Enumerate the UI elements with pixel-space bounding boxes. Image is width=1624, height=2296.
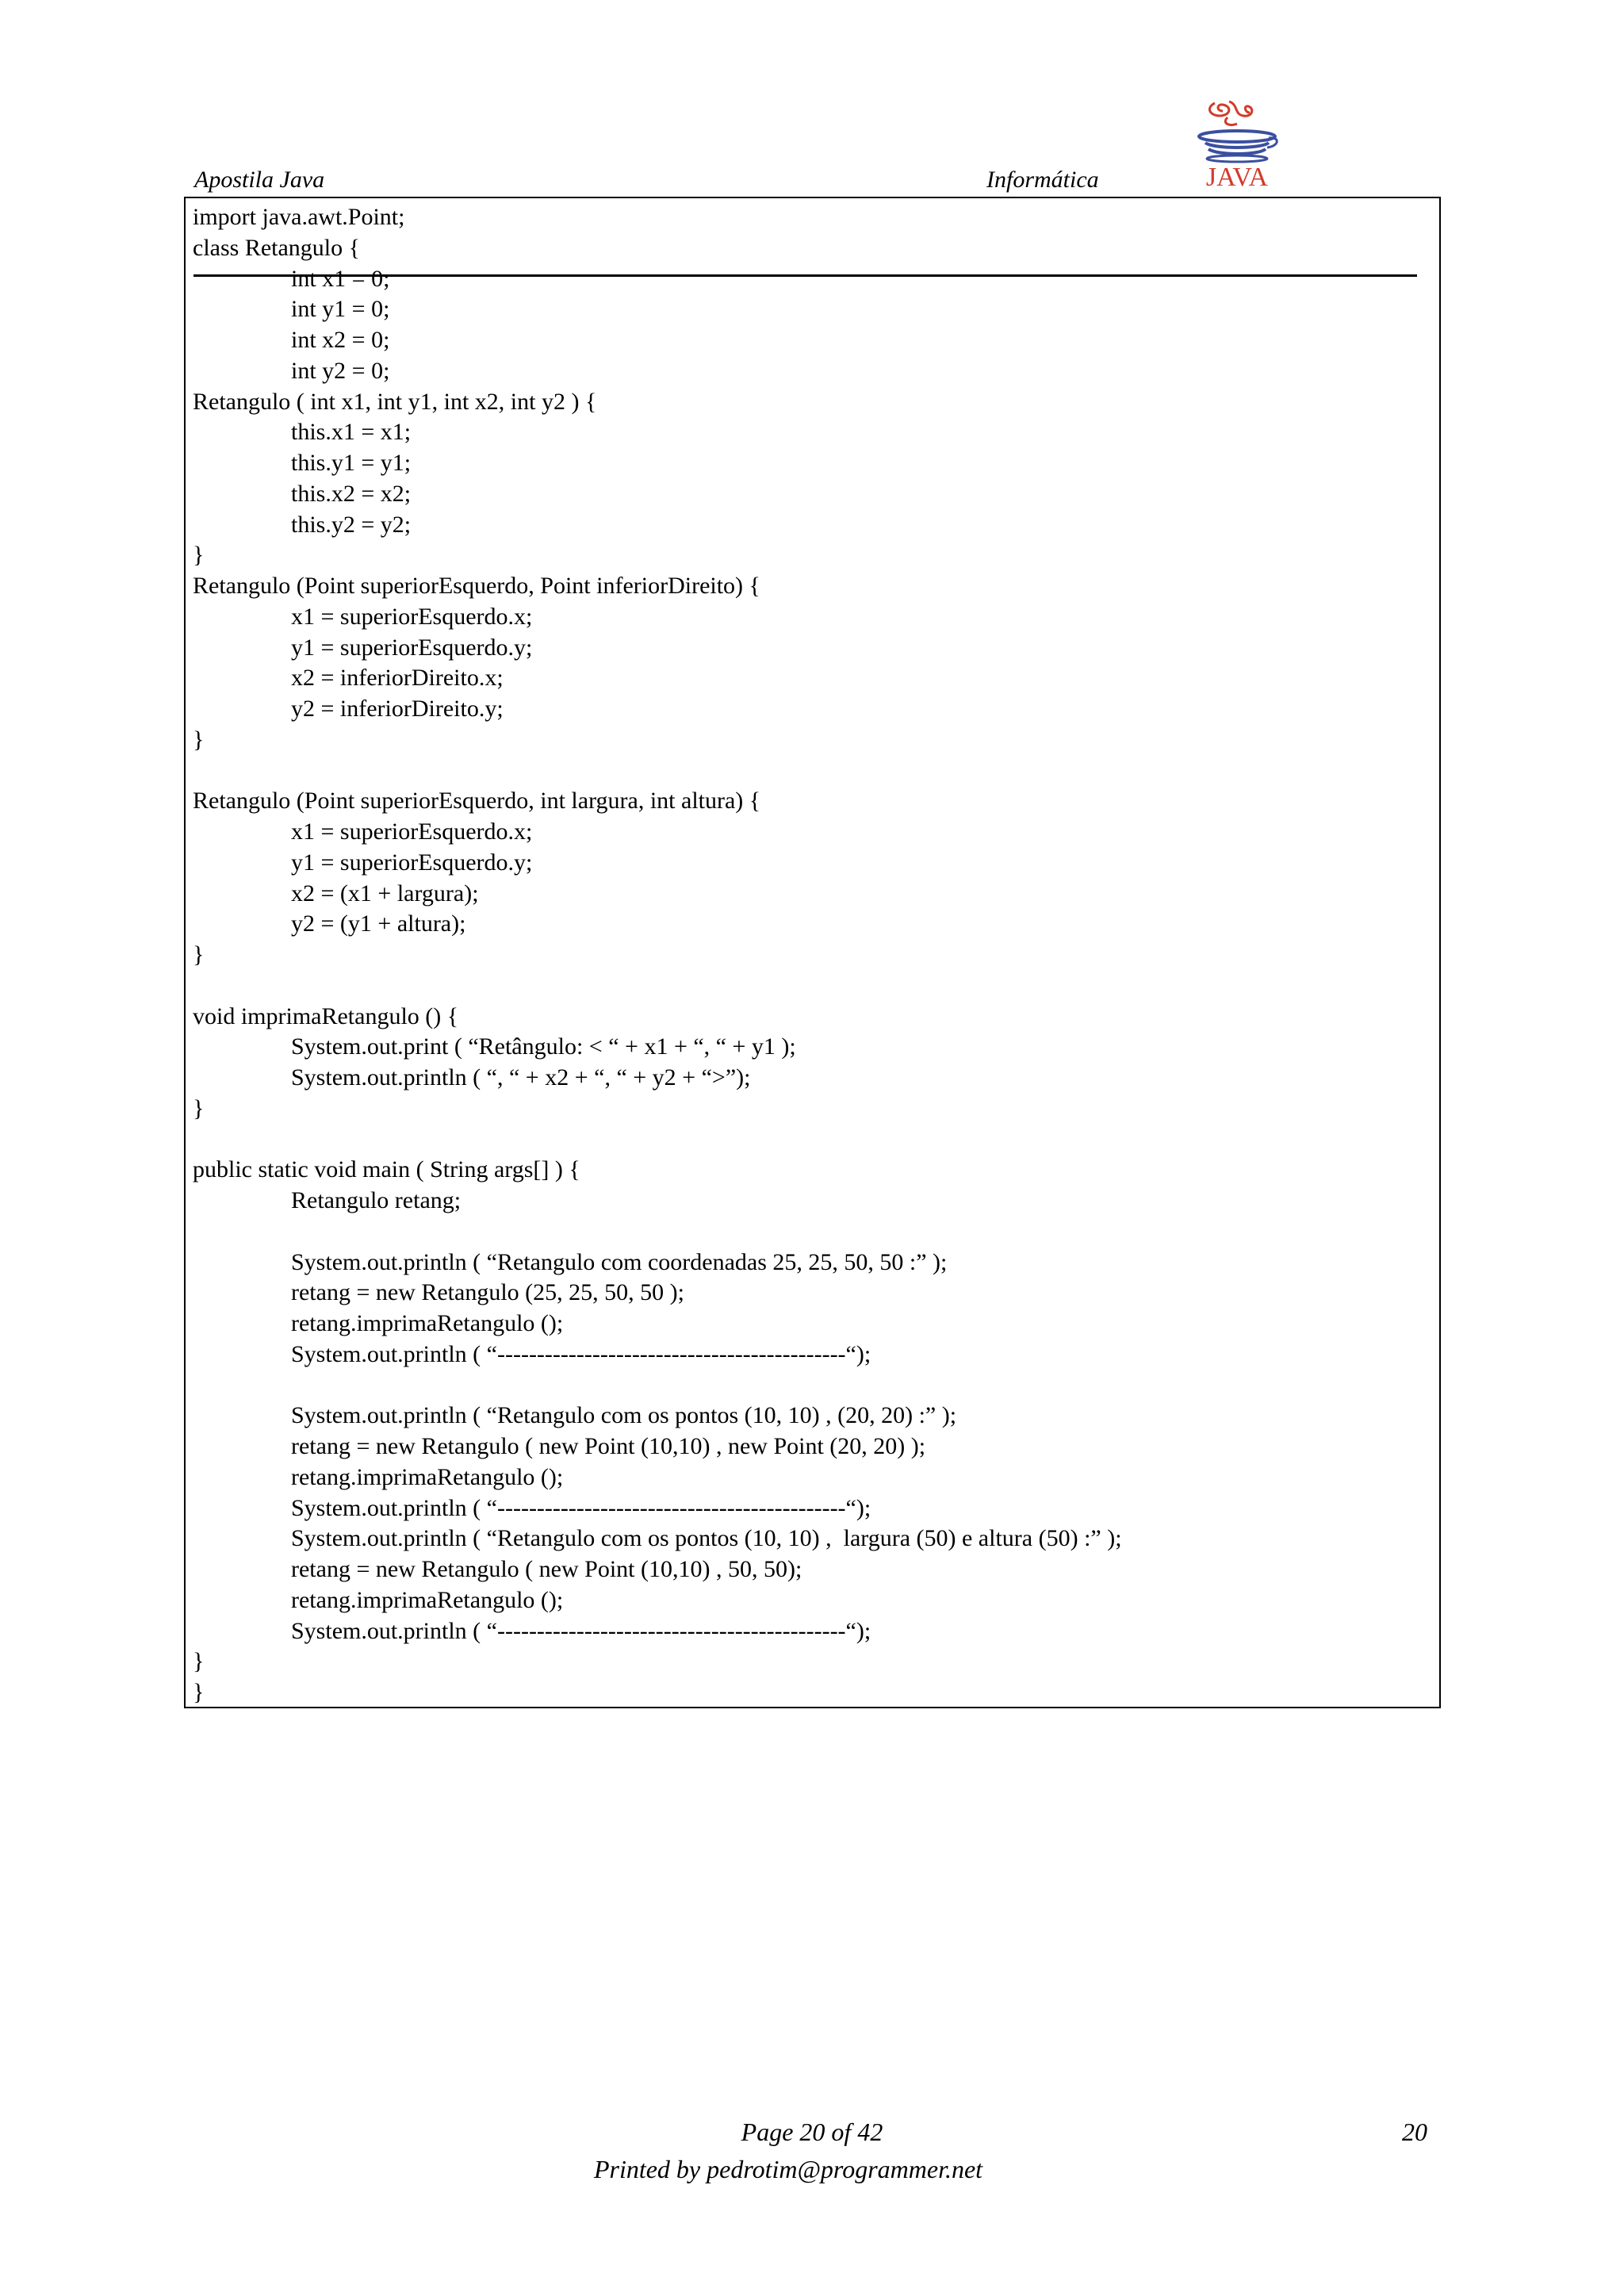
code-listing: [193, 202, 1122, 1708]
code-line: this.y2 = y2;: [291, 511, 412, 538]
printed-by: Printed by pedrotim@programmer.net: [593, 2155, 983, 2183]
page-count: Page 20 of 42: [741, 2118, 883, 2146]
code-line: import java.awt.Point;: [193, 204, 405, 230]
code-line: public static void main ( String args[] ) {: [193, 1156, 580, 1183]
code-line: }: [193, 542, 205, 569]
code-line: int y1 = 0;: [291, 296, 390, 323]
code-line: int x2 = 0;: [291, 327, 390, 353]
code-line: this.x1 = x1;: [291, 419, 412, 446]
code-line: }: [193, 726, 205, 753]
page-number: 20: [1402, 2118, 1427, 2146]
code-line: retang.imprimaRetangulo ();: [291, 1463, 564, 1490]
code-line: retang.imprimaRetangulo ();: [291, 1586, 564, 1613]
code-line: System.out.println ( “, “ + x2 + “, “ + y2 + “>”);: [291, 1064, 751, 1091]
code-line: [193, 756, 1122, 787]
code-line: [193, 971, 1122, 1002]
code-line: System.out.println ( “Retangulo com os pontos (10, 10) , largura (50) e altura (50) :” );: [291, 1525, 1122, 1552]
code-line: y1 = superiorEsquerdo.y;: [291, 849, 533, 876]
code-line: void imprimaRetangulo () {: [193, 1002, 459, 1029]
code-line: x2 = inferiorDireito.x;: [291, 665, 504, 692]
code-line: Retangulo retang;: [291, 1187, 462, 1213]
code-line: x2 = (x1 + largura);: [291, 880, 479, 907]
code-line: }: [193, 1679, 205, 1705]
java-logo: [1182, 97, 1293, 190]
code-line: Retangulo (Point superiorEsquerdo, int largura, int altura) {: [193, 788, 761, 815]
code-line: retang.imprimaRetangulo ();: [291, 1310, 564, 1336]
code-line: x1 = superiorEsquerdo.x;: [291, 818, 533, 845]
code-line: y2 = inferiorDireito.y;: [291, 696, 504, 722]
code-line: class Retangulo {: [193, 234, 361, 261]
code-line: this.x2 = x2;: [291, 480, 412, 507]
code-line: }: [193, 1648, 205, 1675]
code-line: System.out.println ( “Retangulo com os pontos (10, 10) , (20, 20) :” );: [291, 1402, 957, 1429]
code-line: System.out.println ( “--------------------------------------------“);: [291, 1617, 871, 1644]
code-line: System.out.println ( “Retangulo com coordenadas 25, 25, 50, 50 :” );: [291, 1248, 948, 1275]
code-line: retang = new Retangulo ( new Point (10,10) , new Point (20, 20) );: [291, 1433, 926, 1459]
code-line: [193, 1217, 1122, 1248]
code-line: Retangulo (Point superiorEsquerdo, Point inferiorDireito) {: [193, 573, 760, 599]
code-line: [193, 1370, 1122, 1401]
document-title: Apostila Java: [194, 167, 325, 193]
code-line: int x1 = 0;: [291, 265, 390, 292]
code-line: x1 = superiorEsquerdo.x;: [291, 603, 533, 630]
code-line: System.out.print ( “Retângulo: < “ + x1 + “, “ + y1 );: [291, 1033, 796, 1060]
code-line: }: [193, 1094, 205, 1121]
code-line: System.out.println ( “--------------------------------------------“);: [291, 1494, 871, 1521]
code-line: retang = new Retangulo (25, 25, 50, 50 );: [291, 1279, 684, 1306]
code-line: System.out.println ( “--------------------------------------------“);: [291, 1340, 871, 1367]
code-line: int y2 = 0;: [291, 357, 390, 384]
code-line: retang = new Retangulo ( new Point (10,10) , 50, 50);: [291, 1556, 802, 1582]
code-line: [193, 1125, 1122, 1156]
code-line: y2 = (y1 + altura);: [291, 910, 466, 937]
document-subject: Informática: [986, 167, 1099, 193]
code-line: this.y1 = y1;: [291, 450, 412, 476]
code-line: Retangulo ( int x1, int y1, int x2, int y2 ) {: [193, 388, 597, 415]
code-line: }: [193, 941, 205, 968]
logo-wordmark: JAVA: [1205, 163, 1269, 190]
code-line: y1 = superiorEsquerdo.y;: [291, 634, 533, 661]
coffee-cup-icon: [1199, 102, 1277, 162]
